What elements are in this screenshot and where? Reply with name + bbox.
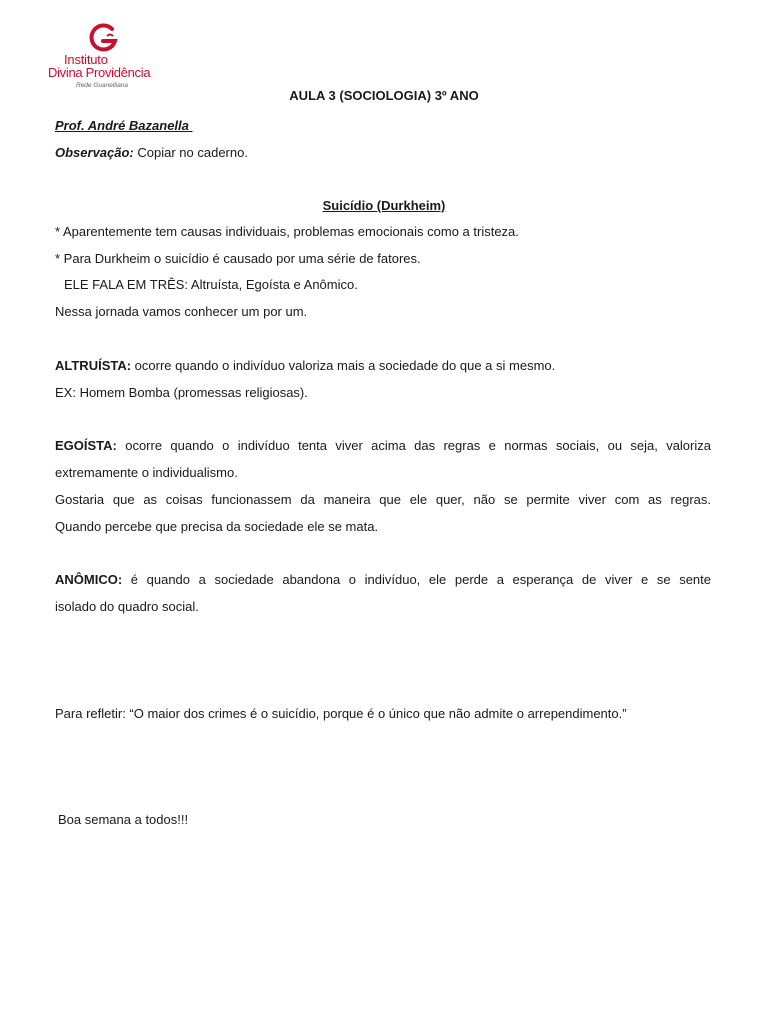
institution-logo: [48, 22, 160, 96]
logo-line-2: Divina Providência: [48, 65, 151, 80]
logo-line-1: Instituto: [64, 52, 108, 67]
professor-line: [55, 117, 711, 135]
observation-text: Copiar no caderno.: [133, 145, 248, 160]
anomico-label: ANÔMICO:: [55, 572, 123, 587]
section-title: Suicídio (Durkheim): [322, 198, 446, 213]
egoista-line-4: Quando percebe que precisa da sociedade ele se mata.: [55, 519, 379, 534]
intro-line-3: ELE FALA EM TRÊS: Altruísta, Egoísta e Anômico.: [64, 277, 358, 292]
page-title: AULA 3 (SOCIOLOGIA) 3º ANO: [289, 88, 479, 103]
egoista-label: EGOÍSTA:: [55, 438, 117, 453]
observation-line: [55, 144, 711, 162]
intro-line-4: Nessa jornada vamos conhecer um por um.: [55, 304, 308, 319]
closing-line: Boa semana a todos!!!: [58, 812, 189, 827]
egoista-text-1: ocorre quando o indivíduo tenta viver acima das regras e normas sociais, ou seja, valoriza: [116, 438, 711, 453]
observation-label: Observação:: [55, 145, 134, 160]
reflection-quote: Para refletir: “O maior dos crimes é o suicídio, porque é o único que não admite o arrependimento.”: [55, 706, 627, 721]
egoista-line-1: [55, 437, 711, 455]
anomico-line-2: isolado do quadro social.: [55, 599, 199, 614]
egoista-line-3: Gostaria que as coisas funcionassem da maneira que ele quer, não se permite viver com as regras.: [55, 492, 711, 507]
intro-line-1: * Aparentemente tem causas individuais, problemas emocionais como a tristeza.: [55, 224, 519, 239]
altruista-paragraph: [55, 357, 711, 375]
egoista-line-2: extremamente o individualismo.: [55, 465, 238, 480]
professor-name: Prof. André Bazanella: [55, 118, 189, 133]
logo-line-3: Rede Guanelliana: [76, 82, 129, 89]
altruista-text: ocorre quando o indivíduo valoriza mais a sociedade do que a si mesmo.: [131, 358, 556, 373]
anomico-text-1: é quando a sociedade abandona o indivíduo, ele perde a esperança de viver e se sente: [122, 572, 711, 587]
altruista-example: EX: Homem Bomba (promessas religiosas).: [55, 385, 308, 400]
altruista-label: ALTRUÍSTA:: [55, 358, 132, 373]
logo-g-icon: [86, 22, 120, 54]
anomico-line-1: [55, 571, 711, 589]
intro-line-2: * Para Durkheim o suicídio é causado por uma série de fatores.: [55, 251, 421, 266]
